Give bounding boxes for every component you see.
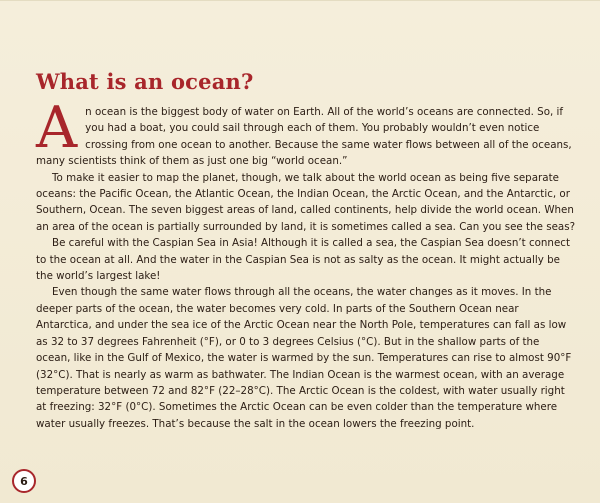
paragraph-2: To make it easier to map the planet, though, we talk about the world ocean as being five separate oceans: the Pacific Ocean, the Atlantic Ocean, the Indian Ocean, the Arctic Ocean, and the Antarctic, or Southern, Ocean. The seven biggest areas of land, called continents, help divide the world ocean. When an area of the ocean is partially surrounded by land, it is sometimes called a sea. Can you see the seas? <box>36 171 576 233</box>
page-title: What is an ocean? <box>36 69 254 94</box>
body-text <box>36 95 577 432</box>
drop-cap: A <box>36 95 78 161</box>
paragraph-4: Even though the same water flows through all the oceans, the water changes as it moves. In the deeper parts of the ocean, the water becomes very cold. In parts of the Southern Ocean near Antarctica, and under the sea ice of the Arctic Ocean near the North Pole, temperatures can fall as low as 32 to 37 degrees Fahrenheit (°F), or 0 to 3 degrees Celsius (°C). But in the shallow parts of the ocean, like in the Gulf of Mexico, the water is warmed by the sun. Temperatures can rise to almost 90°F (32°C). That is nearly as warm as bathwater. The Indian Ocean is the warmest ocean, with an average temperature between 72 and 82°F (22–28°C). The Arctic Ocean is the coldest, with water usually right at freezing: 32°F (0°C). Sometimes the Arctic Ocean can be even colder than the temperature where water usually freezes. That’s because the salt in the ocean lowers the freezing point. <box>36 286 572 430</box>
page-number-badge <box>12 469 36 493</box>
paragraph-1 <box>36 95 577 170</box>
paragraph-1-text: n ocean is the biggest body of water on Earth. All of the world’s oceans are connected. So, if you had a boat, you could sail through each of them. You probably wouldn’t even notice crossing from one ocean to another. Because the same water flows between all of the oceans, many scientists think of them as just one big “world ocean.” <box>36 106 572 168</box>
paragraph-3: Be careful with the Caspian Sea in Asia! Although it is called a sea, the Caspian Sea doesn’t connect to the ocean at all. And the water in the Caspian Sea is not as salty as the ocean. It might actually be the world’s largest lake! <box>36 237 570 283</box>
page-number: 6 <box>20 474 28 488</box>
